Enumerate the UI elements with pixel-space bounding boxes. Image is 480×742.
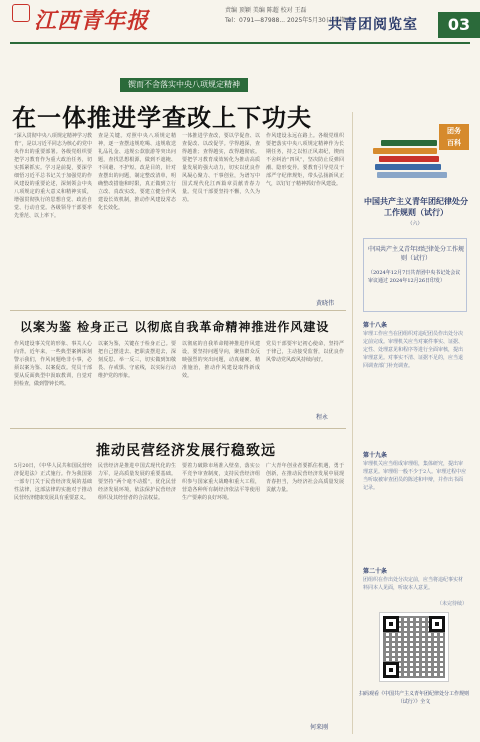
page-header — [0, 0, 480, 44]
section-title: 共青团阅览室 — [328, 17, 418, 33]
main-column-4: 作风建设永远在路上。各级党组织要把落实中央八项规定精神作为长期任务，持之以恒正风肃纪，锲而不舍纠治“四风”，坚决防止反弹回潮、隐形变异。要教育引导党员干部严守纪律规矩，带头弘扬新风正气，以钉钉子精神抓好作风建设。 — [266, 133, 344, 187]
qr-code-icon[interactable] — [379, 612, 449, 682]
logo-seal-icon — [12, 4, 30, 22]
sidebar-title: 中国共产主义青年团纪律处分工作规则（试行） — [364, 197, 468, 217]
section3-column-3: 要着力破除市场准入壁垒，落实公平竞争审查制度，支持民营经济组织参与国家重大战略和重大工程，营造各种所有制经济依法平等使用生产要素的良好环境。 — [182, 463, 260, 501]
section2-column-2: 以案为鉴，关键在于检身正己。要把自己摆进去、把职责摆进去，深刻反思、举一反三，切实做到知敬畏、存戒惧、守底线，以实际行动维护党的形象。 — [98, 341, 176, 379]
editor-line: 责编 顶颖 美编 陈超 校对 王磊 — [225, 7, 307, 14]
main-byline: 黄晓伟 — [316, 300, 335, 307]
badge-line-2: 百科 — [447, 139, 461, 147]
qr-finder — [383, 662, 399, 678]
book-icon — [379, 156, 439, 162]
article-19-head: 第十九条 — [363, 452, 388, 459]
section-divider-2 — [10, 428, 346, 429]
newspaper-logo: 江西青年报 — [34, 8, 150, 34]
section3-column-1: 5月20日，《中华人民共和国民营经济促进法》正式施行。作为我国第一部专门关于民营经济发展的基础性法律，这部法律的实施对于推动民营经济健康发展具有重要意义。 — [14, 463, 92, 501]
info-box-text: （2024年12月7日共青团中央书记处会议审议通过 2024年12月26日印发） — [368, 270, 461, 284]
section3-column-4: 广大青年创业者要抓住机遇，勇于创新，在推动民营经济发展中展现青春担当，为经济社会高质量发展贡献力量。 — [266, 463, 344, 493]
main-column-2: 查是关键。对照中央八项规定精神，逐一查摆违规吃喝、违规收送礼品礼金、违规公款旅游等突出问题，查找思想根源，做到不遮掩、不回避、不护短。改是目的，针对查摆出的问题，制定整改清单，明确整改措施和时限，真正做到立行立改、真改实改。要建立健全作风建设长效机制，推动作风建设常态化长效化。 — [98, 133, 176, 211]
header-divider — [10, 42, 470, 44]
article-18-head: 第十八条 — [363, 322, 388, 329]
main-headline: 在一体推进学查改上下功夫 — [12, 104, 312, 132]
book-icon — [375, 164, 441, 170]
book-icon — [381, 140, 437, 146]
sidebar-installment: （六） — [407, 221, 423, 227]
main-column-3: 一体推进学查改，要以学促查、以查促改、以改促学。学得越深，查得越准；查得越实，改得越彻底。要把学习教育成效转化为推动高质量发展的强大动力，切实以优良作风凝心聚力、干事创业，为谱写中国式现代化江西篇章贡献青春力量。党员干部要坚持不懈，久久为功。 — [182, 133, 260, 203]
sidebar-column — [352, 112, 474, 734]
article-20-head: 第二十条 — [363, 568, 388, 575]
qr-finder — [383, 616, 399, 632]
article-20-text: 团组织在作出处分决定前，应当将违纪事实材料同本人见面，听取本人意见。 — [363, 577, 464, 591]
date-line: Tel：0791—87988... 2025年5月30日 星期五 — [225, 17, 352, 24]
qr-finder — [429, 616, 445, 632]
section3-column-2: 民营经济是推进中国式现代化的生力军，是高质量发展的重要基础。要坚持“两个毫不动摇”，优化民营经济发展环境，依法保护民营经济组织及其经营者的合法权益。 — [98, 463, 176, 501]
encyclopedia-badge — [439, 124, 469, 150]
section2-headline: 以案为鉴 检身正己 以彻底自我革命精神推进作风建设 — [20, 320, 330, 334]
main-column-1: “深入贯彻中央八项规定精神学习教育”，是以习近平同志为核心的党中央作出的重要部署。各级党组织要把学习教育作为重大政治任务，切实抓紧抓实。学习是前提，要深学细悟习近平总书记关于加强党的作风建设的重要论述，深刻领会中央八项规定的重大意义和精神实质，增强贯彻执行的思想自觉、政治自觉、行动自觉。各级领导干部要率先垂范、以上率下。 — [14, 133, 92, 219]
page-number: 03 — [438, 12, 480, 38]
section2-byline: 程永 — [316, 414, 329, 421]
book-icon — [373, 148, 437, 154]
sidebar-info-box — [363, 238, 467, 312]
book-icon — [377, 172, 447, 178]
section2-column-1: 作风建设事关党的形象、事关人心向背。近年来，一些典型案例深刻警示我们，作风问题绝非小事，必须以案为鉴、以案促改。党员干部要从反面典型中汲取教训，自觉对照检查，做到警钟长鸣。 — [14, 341, 92, 387]
to-be-continued: （未完待续） — [436, 601, 467, 607]
article-19-text: 审理机关应当组成审理组，集体研究，提出审理意见。审理组一般不少于2人。审理过程中应当听取被审查团员的陈述和申辩，并作出书面记录。 — [363, 461, 467, 491]
article-kicker: 锲而不舍落实中央八项规定精神 — [120, 78, 248, 92]
article-18-text: 审理工作应当在团组织对违纪团员作出处分决定前完成。审理机关应当对案件事实、证据、定性、处理意见和程序等进行全面审核，提出审理意见。对事实不清、证据不足的，应当退回调查部门补充调查。 — [363, 331, 464, 369]
badge-line-1: 团务 — [447, 127, 461, 135]
section2-column-3: 以彻底的自我革命精神推进作风建设，要坚持问题导向，聚焦群众反映强烈的突出问题，动真碰硬、精准施治，推动作风建设取得新成效。 — [182, 341, 260, 379]
qr-caption: 扫码观看《中国共产主义青年团纪律处分工作规则（试行）》全文 — [359, 691, 470, 705]
section3-headline: 推动民营经济发展行稳致远 — [96, 443, 276, 459]
section3-byline: 何来刚 — [310, 724, 329, 731]
section2-column-4: 党员干部要牢记初心使命，坚持严于律己，主动接受监督，以优良作风带动党风政风持续向好。 — [266, 341, 344, 363]
info-box-title: 中国共产主义青年团纪律处分工作规则（试行） — [368, 246, 465, 262]
section-divider-1 — [10, 310, 346, 311]
